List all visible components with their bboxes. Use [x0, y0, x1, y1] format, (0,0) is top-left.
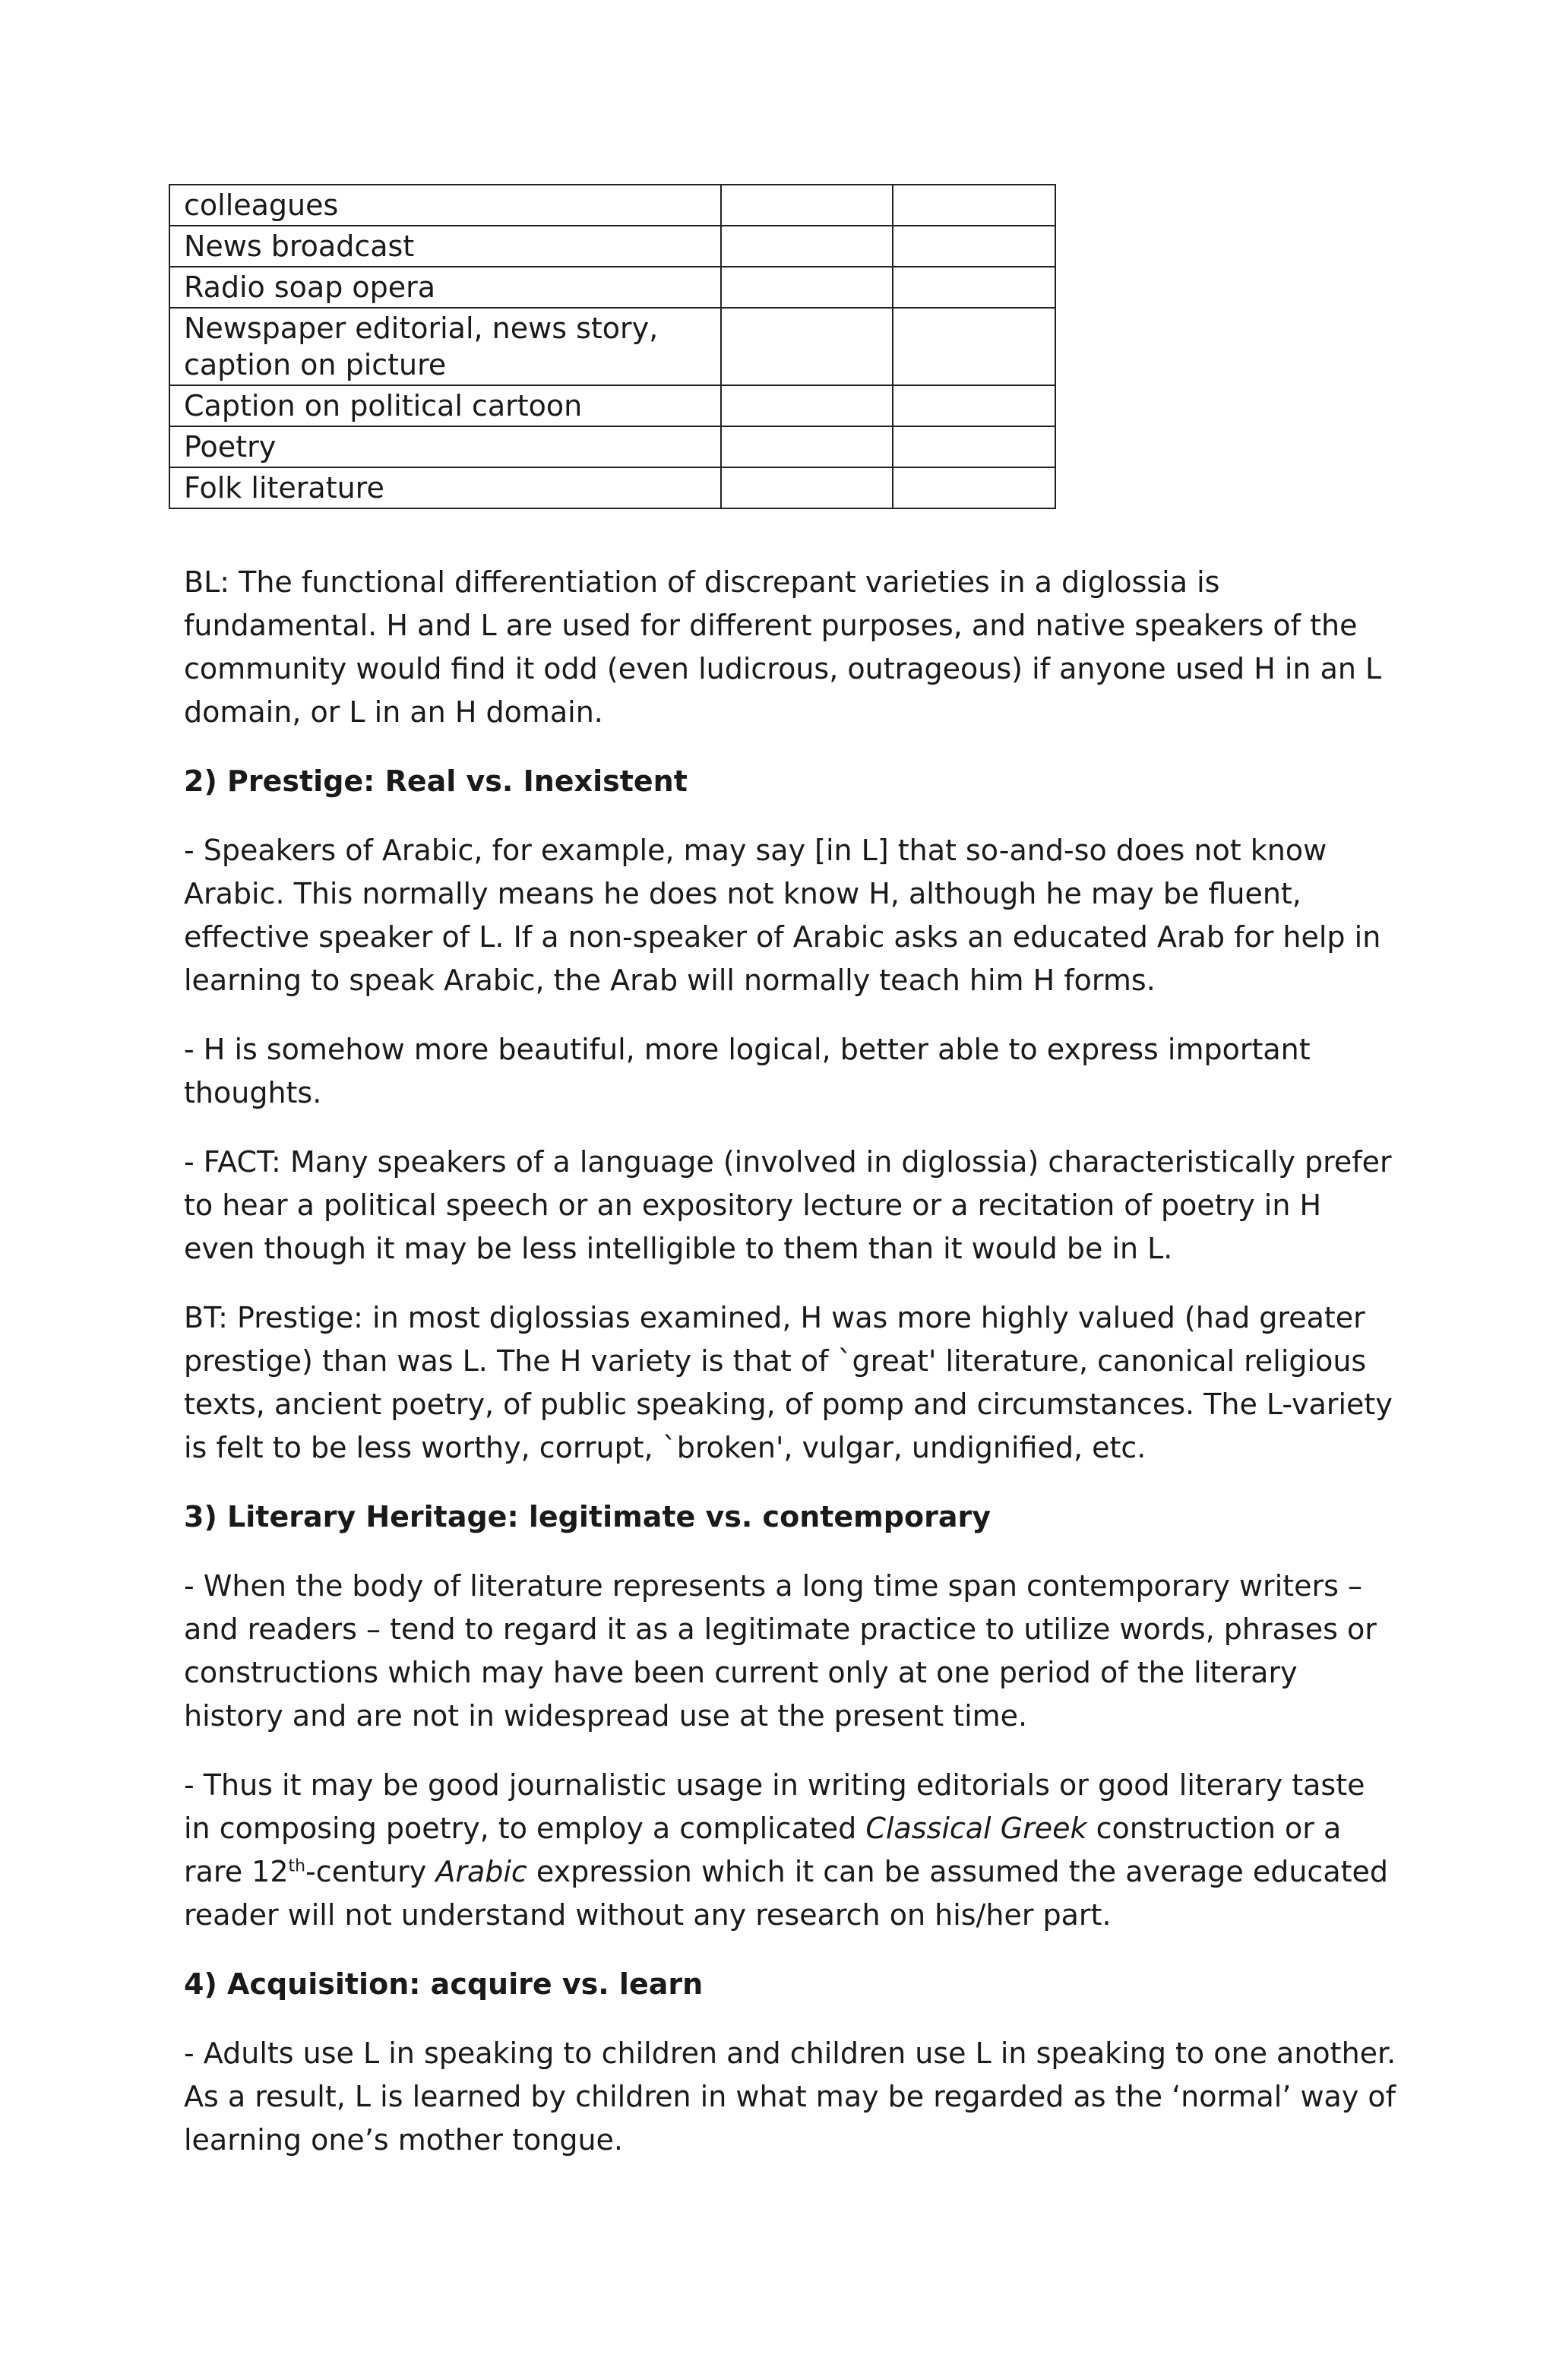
table-row [169, 385, 1055, 426]
table-cell-h [721, 385, 893, 426]
table-cell-h [721, 185, 893, 226]
table-row [169, 467, 1055, 508]
table-cell-situation: Radio soap opera [169, 267, 721, 308]
table-cell-h [721, 226, 893, 267]
table-cell-situation: colleagues [169, 185, 721, 226]
table-cell-l [893, 385, 1055, 426]
table-cell-situation: Caption on political cartoon [169, 385, 721, 426]
section-heading-acquisition: 4) Acquisition: acquire vs. learn [184, 1967, 704, 2001]
table-cell-situation: Folk literature [169, 467, 721, 508]
table-cell-situation: News broadcast [169, 226, 721, 267]
text-run: expression which it can be assumed the average educated reader will not understand without any research on his/her part. [184, 1855, 1388, 1932]
table-row [169, 185, 1055, 226]
body-text [184, 561, 1399, 2188]
table-cell-situation: Poetry [169, 426, 721, 467]
table-cell-h [721, 426, 893, 467]
acquisition-paragraph-1: - Adults use L in speaking to children and children use L in speaking to one another. As a result, L is learned by children in what may be regarded as the ‘normal’ way of learning one’s mother tongue. [184, 2037, 1396, 2157]
bl-paragraph: BL: The functional differentiation of discrepant varieties in a diglossia is fundamental. H and L are used for different purposes, and native speakers of the community would find it odd (even ludicrous, outrageous) if anyone used H in an L domain, or L in an H domain. [184, 565, 1382, 729]
table-cell-l [893, 185, 1055, 226]
table-cell-situation: Newspaper editorial, news story, caption on picture [169, 308, 721, 385]
prestige-paragraph-bt: BT: Prestige: in most diglossias examined, H was more highly valued (had greater prestige) than was L. The H variety is that of `great' literature, canonical religious texts, ancient poetry, of public speaking, of pomp and circumstances. The L-variety is felt to be less worthy, corrupt, `broken', vulgar, undignified, etc. [184, 1301, 1393, 1464]
table-row [169, 226, 1055, 267]
table-cell-h [721, 467, 893, 508]
table-row [169, 426, 1055, 467]
table-cell-l [893, 226, 1055, 267]
prestige-paragraph-2: - H is somehow more beautiful, more logical, better able to express important thoughts. [184, 1033, 1311, 1109]
section-heading-prestige: 2) Prestige: Real vs. Inexistent [184, 764, 688, 798]
italic-arabic: Arabic [435, 1855, 527, 1888]
text-run: - Thus it may be good journalistic usage in writing editorials or good literary taste in composing poetry, to employ a complicated [184, 1768, 1365, 1845]
table-cell-l [893, 467, 1055, 508]
section-heading-literary-heritage: 3) Literary Heritage: legitimate vs. contemporary [184, 1500, 991, 1533]
superscript-th: th [288, 1856, 306, 1876]
literary-paragraph-1: - When the body of literature represents a long time span contemporary writers – and readers – tend to regard it as a legitimate practice to utilize words, phrases or constructions which may have been current only at one period of the literary history and are not in widespread use at the present time. [184, 1569, 1377, 1733]
text-run: construction or a rare 12 [184, 1812, 1342, 1888]
italic-classical-greek: Classical Greek [865, 1812, 1087, 1845]
usage-table [169, 184, 1056, 509]
prestige-paragraph-1: - Speakers of Arabic, for example, may say [in L] that so-and-so does not know Arabic. This normally means he does not know H, although he may be fluent, effective speaker of L. If a non-speaker of Arabic asks an educated Arab for help in learning to speak Arabic, the Arab will normally teach him H forms. [184, 834, 1381, 997]
literary-paragraph-2 [184, 1764, 1399, 1937]
prestige-paragraph-3: - FACT: Many speakers of a language (involved in diglossia) characteristically prefer to hear a political speech or an expository lecture or a recitation of poetry in H even though it may be less intelligible to them than it would be in L. [184, 1145, 1392, 1265]
table-row [169, 267, 1055, 308]
table-cell-l [893, 426, 1055, 467]
table-row [169, 308, 1055, 385]
table-cell-l [893, 267, 1055, 308]
text-run: -century [305, 1855, 436, 1888]
table-cell-h [721, 267, 893, 308]
table-cell-h [721, 308, 893, 385]
table-cell-l [893, 308, 1055, 385]
